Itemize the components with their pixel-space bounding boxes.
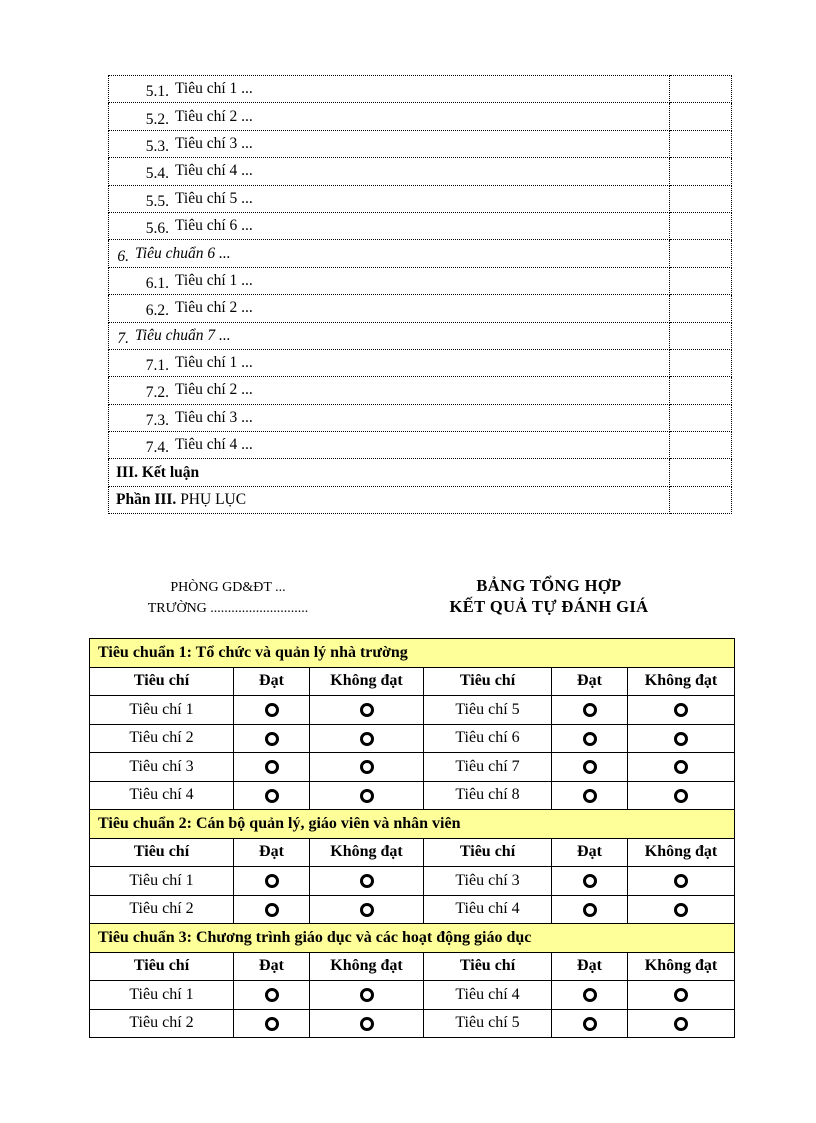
radio-pass-icon[interactable] bbox=[583, 703, 597, 717]
toc-number: 5.1. bbox=[145, 83, 169, 101]
radio-cell-fail bbox=[628, 696, 735, 725]
radio-fail-icon[interactable] bbox=[674, 760, 688, 774]
summary-table bbox=[89, 638, 735, 1038]
criterion-name: Tiêu chí 1 bbox=[90, 981, 234, 1010]
criterion-name: Tiêu chí 7 bbox=[424, 753, 552, 782]
radio-fail-icon[interactable] bbox=[360, 732, 374, 746]
column-header: Không đạt bbox=[628, 838, 735, 867]
radio-fail-icon[interactable] bbox=[360, 760, 374, 774]
column-header: Đạt bbox=[234, 952, 310, 981]
column-header: Tiêu chí bbox=[424, 952, 552, 981]
toc-table bbox=[108, 75, 732, 514]
toc-row bbox=[109, 404, 732, 431]
toc-number: 5.6. bbox=[145, 220, 169, 238]
column-header: Tiêu chí bbox=[424, 838, 552, 867]
radio-pass-icon[interactable] bbox=[265, 789, 279, 803]
criterion-name: Tiêu chí 3 bbox=[424, 867, 552, 896]
criterion-name: Tiêu chí 5 bbox=[424, 696, 552, 725]
toc-heading: Phần III. bbox=[116, 491, 177, 509]
column-header: Tiêu chí bbox=[424, 667, 552, 696]
toc-entry bbox=[109, 212, 670, 239]
criterion-row bbox=[90, 753, 735, 782]
radio-pass-icon[interactable] bbox=[265, 703, 279, 717]
toc-body bbox=[109, 76, 732, 514]
radio-pass-icon[interactable] bbox=[265, 1017, 279, 1031]
column-header: Đạt bbox=[552, 952, 628, 981]
radio-cell-fail bbox=[628, 724, 735, 753]
criterion-row bbox=[90, 696, 735, 725]
radio-fail-icon[interactable] bbox=[360, 874, 374, 888]
toc-label: Tiêu chí 1 ... bbox=[175, 354, 253, 372]
toc-number: 5.3. bbox=[145, 137, 169, 155]
toc-page-cell bbox=[670, 212, 732, 239]
column-header: Tiêu chí bbox=[90, 667, 234, 696]
criterion-row bbox=[90, 724, 735, 753]
toc-row bbox=[109, 459, 732, 486]
toc-label: Tiêu chí 2 ... bbox=[175, 107, 253, 125]
toc-number: 6. bbox=[117, 247, 129, 265]
toc-label: Tiêu chuẩn 7 ... bbox=[135, 326, 231, 344]
toc-number: 7.2. bbox=[145, 384, 169, 402]
radio-cell-fail bbox=[310, 867, 424, 896]
column-header: Đạt bbox=[552, 838, 628, 867]
toc-page-cell bbox=[670, 432, 732, 459]
column-header: Đạt bbox=[234, 838, 310, 867]
radio-cell-pass bbox=[234, 724, 310, 753]
radio-fail-icon[interactable] bbox=[360, 903, 374, 917]
toc-entry bbox=[109, 404, 670, 431]
radio-pass-icon[interactable] bbox=[583, 988, 597, 1002]
radio-pass-icon[interactable] bbox=[583, 732, 597, 746]
toc-label: Tiêu chí 4 ... bbox=[175, 436, 253, 454]
toc-number: 6.2. bbox=[145, 302, 169, 320]
toc-row bbox=[109, 158, 732, 185]
column-header: Không đạt bbox=[310, 838, 424, 867]
toc-entry bbox=[109, 76, 670, 103]
radio-fail-icon[interactable] bbox=[674, 874, 688, 888]
toc-number: 7.3. bbox=[145, 411, 169, 429]
toc-page-cell bbox=[670, 130, 732, 157]
standard-row bbox=[90, 924, 735, 953]
toc-label: Tiêu chí 6 ... bbox=[175, 217, 253, 235]
toc-page-cell bbox=[670, 377, 732, 404]
toc-row bbox=[109, 377, 732, 404]
criterion-name: Tiêu chí 4 bbox=[424, 981, 552, 1010]
toc-row bbox=[109, 130, 732, 157]
radio-fail-icon[interactable] bbox=[674, 789, 688, 803]
toc-row bbox=[109, 432, 732, 459]
radio-cell-fail bbox=[628, 867, 735, 896]
toc-heading: III. Kết luận bbox=[116, 463, 200, 481]
criterion-row bbox=[90, 1009, 735, 1038]
column-header: Không đạt bbox=[628, 952, 735, 981]
radio-fail-icon[interactable] bbox=[360, 703, 374, 717]
toc-number: 5.5. bbox=[145, 192, 169, 210]
toc-page-cell bbox=[670, 240, 732, 267]
toc-page-cell bbox=[670, 349, 732, 376]
toc-number: 7. bbox=[117, 329, 129, 347]
criterion-name: Tiêu chí 5 bbox=[424, 1009, 552, 1038]
criterion-name: Tiêu chí 1 bbox=[90, 696, 234, 725]
radio-pass-icon[interactable] bbox=[265, 732, 279, 746]
toc-row bbox=[109, 185, 732, 212]
criterion-name: Tiêu chí 4 bbox=[90, 781, 234, 810]
radio-cell-fail bbox=[310, 895, 424, 924]
radio-pass-icon[interactable] bbox=[583, 1017, 597, 1031]
column-header: Đạt bbox=[552, 667, 628, 696]
summary-title bbox=[400, 575, 698, 617]
radio-cell-fail bbox=[628, 753, 735, 782]
toc-row bbox=[109, 103, 732, 130]
radio-cell-pass bbox=[552, 981, 628, 1010]
toc-entry bbox=[109, 130, 670, 157]
toc-row bbox=[109, 267, 732, 294]
toc-label: Tiêu chí 2 ... bbox=[175, 299, 253, 317]
toc-row bbox=[109, 349, 732, 376]
criterion-row bbox=[90, 781, 735, 810]
radio-fail-icon[interactable] bbox=[674, 903, 688, 917]
criterion-name: Tiêu chí 2 bbox=[90, 724, 234, 753]
toc-page-cell bbox=[670, 76, 732, 103]
school-header bbox=[120, 577, 336, 619]
criterion-name: Tiêu chí 8 bbox=[424, 781, 552, 810]
toc-label: Tiêu chí 2 ... bbox=[175, 381, 253, 399]
radio-cell-fail bbox=[628, 895, 735, 924]
toc-page-cell bbox=[670, 295, 732, 322]
radio-cell-pass bbox=[234, 781, 310, 810]
criterion-name: Tiêu chí 3 bbox=[90, 753, 234, 782]
standard-title: Tiêu chuẩn 1: Tổ chức và quản lý nhà trường bbox=[90, 639, 735, 668]
radio-fail-icon[interactable] bbox=[674, 703, 688, 717]
toc-number: 7.4. bbox=[145, 439, 169, 457]
radio-fail-icon[interactable] bbox=[674, 988, 688, 1002]
standard-title: Tiêu chuẩn 3: Chương trình giáo dục và các hoạt động giáo dục bbox=[90, 924, 735, 953]
toc-label: Tiêu chí 1 ... bbox=[175, 80, 253, 98]
radio-cell-pass bbox=[234, 696, 310, 725]
summary-title-line1: BẢNG TỔNG HỢP bbox=[476, 576, 622, 595]
toc-number: 6.1. bbox=[145, 274, 169, 292]
radio-cell-pass bbox=[234, 867, 310, 896]
column-header-row bbox=[90, 667, 735, 696]
toc-entry bbox=[109, 349, 670, 376]
radio-cell-pass bbox=[552, 753, 628, 782]
toc-entry bbox=[109, 240, 670, 267]
radio-cell-fail bbox=[310, 1009, 424, 1038]
toc-label: Tiêu chí 4 ... bbox=[175, 162, 253, 180]
radio-cell-fail bbox=[310, 981, 424, 1010]
toc-page-cell bbox=[670, 486, 732, 513]
toc-label: Tiêu chí 1 ... bbox=[175, 271, 253, 289]
school-line: TRƯỜNG ............................ bbox=[147, 601, 309, 616]
column-header: Không đạt bbox=[310, 952, 424, 981]
toc-entry bbox=[109, 432, 670, 459]
toc-number: 7.1. bbox=[145, 357, 169, 375]
radio-cell-fail bbox=[310, 724, 424, 753]
radio-cell-fail bbox=[628, 781, 735, 810]
radio-fail-icon[interactable] bbox=[360, 988, 374, 1002]
criterion-name: Tiêu chí 6 bbox=[424, 724, 552, 753]
radio-cell-fail bbox=[628, 981, 735, 1010]
toc-page-cell bbox=[670, 103, 732, 130]
toc-page-cell bbox=[670, 267, 732, 294]
radio-pass-icon[interactable] bbox=[583, 760, 597, 774]
toc-row bbox=[109, 212, 732, 239]
radio-pass-icon[interactable] bbox=[265, 988, 279, 1002]
toc-page-cell bbox=[670, 459, 732, 486]
toc-page-cell bbox=[670, 185, 732, 212]
radio-cell-fail bbox=[310, 753, 424, 782]
column-header: Không đạt bbox=[310, 667, 424, 696]
radio-pass-icon[interactable] bbox=[265, 874, 279, 888]
toc-label: Tiêu chuẩn 6 ... bbox=[135, 244, 231, 262]
toc-entry bbox=[109, 486, 670, 513]
radio-pass-icon[interactable] bbox=[265, 760, 279, 774]
radio-pass-icon[interactable] bbox=[265, 903, 279, 917]
standard-row bbox=[90, 810, 735, 839]
toc-page-cell bbox=[670, 404, 732, 431]
toc-row bbox=[109, 76, 732, 103]
toc-label: Tiêu chí 5 ... bbox=[175, 189, 253, 207]
criterion-row bbox=[90, 895, 735, 924]
radio-cell-pass bbox=[234, 895, 310, 924]
criterion-row bbox=[90, 981, 735, 1010]
summary-title-line2: KẾT QUẢ TỰ ĐÁNH GIÁ bbox=[449, 597, 649, 616]
criterion-name: Tiêu chí 1 bbox=[90, 867, 234, 896]
column-header-row bbox=[90, 952, 735, 981]
column-header: Tiêu chí bbox=[90, 838, 234, 867]
standard-row bbox=[90, 639, 735, 668]
radio-fail-icon[interactable] bbox=[360, 789, 374, 803]
column-header: Đạt bbox=[234, 667, 310, 696]
column-header: Tiêu chí bbox=[90, 952, 234, 981]
toc-entry bbox=[109, 158, 670, 185]
toc-entry bbox=[109, 322, 670, 349]
toc-number: 5.2. bbox=[145, 110, 169, 128]
criterion-name: Tiêu chí 2 bbox=[90, 895, 234, 924]
criterion-name: Tiêu chí 4 bbox=[424, 895, 552, 924]
summary-body bbox=[90, 639, 735, 1038]
radio-cell-pass bbox=[552, 867, 628, 896]
radio-cell-fail bbox=[628, 1009, 735, 1038]
radio-cell-pass bbox=[234, 981, 310, 1010]
radio-cell-pass bbox=[234, 1009, 310, 1038]
toc-page-cell bbox=[670, 158, 732, 185]
radio-fail-icon[interactable] bbox=[360, 1017, 374, 1031]
radio-fail-icon[interactable] bbox=[674, 1017, 688, 1031]
standard-title: Tiêu chuẩn 2: Cán bộ quản lý, giáo viên và nhân viên bbox=[90, 810, 735, 839]
toc-row bbox=[109, 240, 732, 267]
toc-row bbox=[109, 486, 732, 513]
radio-cell-pass bbox=[552, 724, 628, 753]
radio-cell-pass bbox=[552, 1009, 628, 1038]
toc-entry bbox=[109, 377, 670, 404]
toc-label: Tiêu chí 3 ... bbox=[175, 408, 253, 426]
radio-cell-pass bbox=[552, 781, 628, 810]
toc-entry bbox=[109, 103, 670, 130]
toc-row bbox=[109, 295, 732, 322]
column-header-row bbox=[90, 838, 735, 867]
department-line: PHÒNG GD&ĐT ... bbox=[170, 580, 286, 595]
toc-entry bbox=[109, 295, 670, 322]
toc-entry bbox=[109, 267, 670, 294]
radio-fail-icon[interactable] bbox=[674, 732, 688, 746]
radio-cell-fail bbox=[310, 781, 424, 810]
criterion-row bbox=[90, 867, 735, 896]
toc-entry bbox=[109, 185, 670, 212]
toc-heading-rest: PHỤ LỤC bbox=[176, 491, 247, 509]
toc-page-cell bbox=[670, 322, 732, 349]
radio-cell-fail bbox=[310, 696, 424, 725]
toc-label: Tiêu chí 3 ... bbox=[175, 134, 253, 152]
radio-pass-icon[interactable] bbox=[583, 903, 597, 917]
column-header: Không đạt bbox=[628, 667, 735, 696]
radio-cell-pass bbox=[552, 696, 628, 725]
radio-pass-icon[interactable] bbox=[583, 789, 597, 803]
toc-entry bbox=[109, 459, 670, 486]
radio-pass-icon[interactable] bbox=[583, 874, 597, 888]
toc-row bbox=[109, 322, 732, 349]
radio-cell-pass bbox=[234, 753, 310, 782]
toc-number: 5.4. bbox=[145, 165, 169, 183]
criterion-name: Tiêu chí 2 bbox=[90, 1009, 234, 1038]
radio-cell-pass bbox=[552, 895, 628, 924]
